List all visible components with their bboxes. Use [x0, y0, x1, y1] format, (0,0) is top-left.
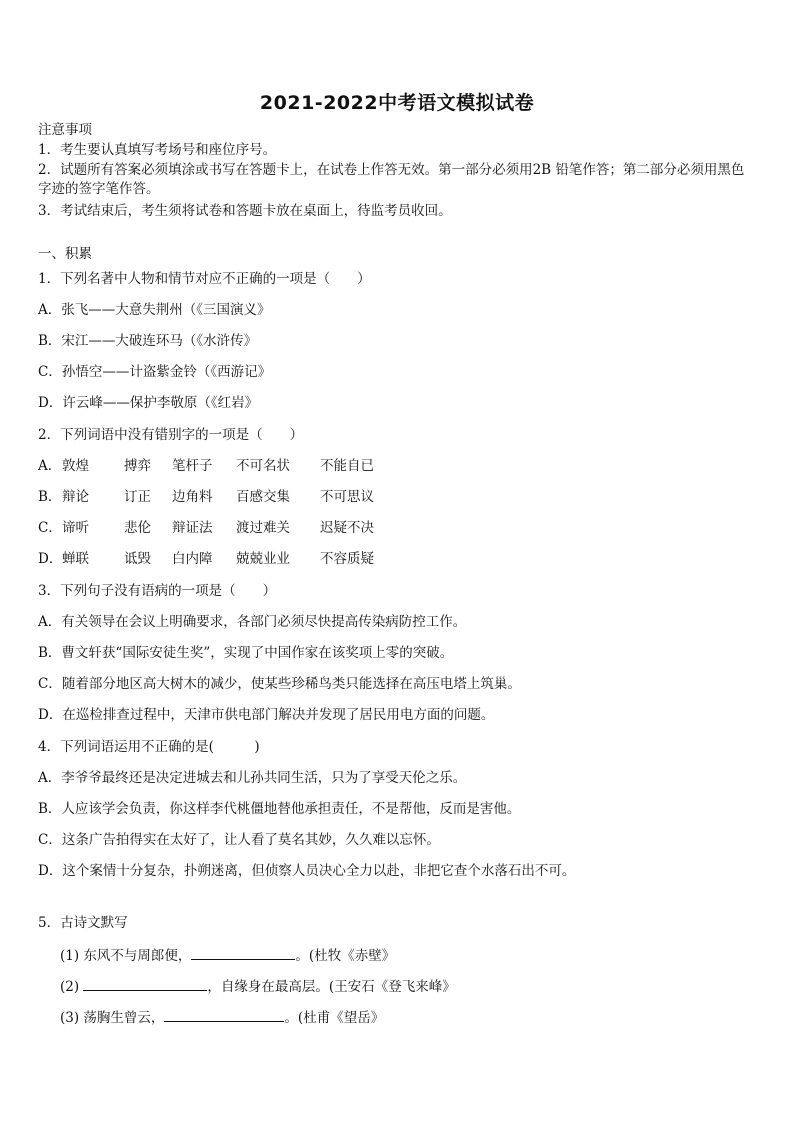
q5-item-number: (1)	[60, 948, 80, 964]
q1-option-a: A．张飞——大意失荆州（《三国演义》	[38, 302, 271, 318]
q2-row-a	[38, 457, 374, 476]
q2-word: 诋毁	[124, 551, 151, 567]
q1-option-b: B．宋江——大破连环马（《水浒传》	[38, 333, 258, 349]
q2-word: 笔杆子	[172, 458, 213, 474]
q2-row-label: B．	[38, 489, 62, 505]
q2-word: 兢兢业业	[236, 551, 290, 567]
q2-row-c	[38, 519, 374, 538]
q2-word: 辩论	[62, 489, 89, 505]
q3-option-a: A．有关领导在会议上明确要求，各部门必须尽快提高传染病防控工作。	[38, 614, 467, 630]
q1-option-c: C．孙悟空——计盗紫金铃（《西游记》	[38, 364, 272, 380]
q5-item-text: 荡胸生曾云，	[83, 1010, 165, 1026]
notice-item-3: 3．考试结束后，考生须将试卷和答题卡放在桌面上，待监考员收回。	[38, 203, 452, 219]
q4-option-c: C．这条广告拍得实在太好了，让人看了莫名其妙，久久难以忘怀。	[38, 832, 440, 848]
q4-option-b: B．人应该学会负责，你这样李代桃僵地替他承担责任，不是帮他，反而是害他。	[38, 801, 521, 817]
q2-word: 辩证法	[172, 520, 213, 536]
q2-word: 迟疑不决	[320, 520, 374, 536]
q5-item-number: (2)	[60, 979, 80, 995]
q2-row-label: C．	[38, 520, 62, 536]
section-heading: 一、积累	[38, 246, 92, 262]
q3-stem: 3．下列句子没有语病的一项是（ ）	[38, 583, 277, 599]
q2-word: 渡过难关	[236, 520, 290, 536]
q3-option-b: B．曹文轩获“国际安徒生奖”，实现了中国作家在该奖项上零的突破。	[38, 645, 454, 661]
q4-option-d: D．这个案情十分复杂，扑朔迷离，但侦察人员决心全力以赴，非把它查个水落石出不可。	[38, 863, 576, 879]
q2-word: 不能自已	[320, 458, 374, 474]
q2-word: 搏弈	[124, 458, 151, 474]
notice-item-2: 2．试题所有答案必须填涂或书写在答题卡上，在试卷上作答无效。第一部分必须用2B 铅笔作答；第二部分必须用黑色字迹的签字笔作答。	[38, 162, 745, 197]
q2-row-label: D．	[38, 551, 63, 567]
notice-heading: 注意事项	[38, 122, 92, 138]
q2-row-d	[38, 550, 374, 569]
q2-word: 订正	[124, 489, 151, 505]
q4-option-a: A．李爷爷最终还是决定进城去和儿孙共同生活，只为了享受天伦之乐。	[38, 770, 467, 786]
answer-blank[interactable]	[164, 1007, 284, 1022]
q2-row-b	[38, 488, 374, 507]
q2-word: 不容质疑	[320, 551, 374, 567]
q5-item-3	[60, 1007, 384, 1028]
q1-option-d: D．许云峰——保护李敬原（《红岩》	[38, 395, 259, 411]
q1-stem: 1．下列名著中人物和情节对应不正确的一项是（ ）	[38, 271, 371, 287]
q2-word: 不可思议	[320, 489, 374, 505]
notice-item-1: 1．考生要认真填写考场号和座位序号。	[38, 142, 277, 158]
q5-item-text: ，自缘身在最高层。(王安石《登飞来峰》	[207, 979, 456, 995]
q2-stem: 2．下列词语中没有错别字的一项是（ ）	[38, 427, 304, 443]
q5-item-1	[60, 945, 395, 966]
q2-word: 谛听	[62, 520, 89, 536]
q2-word: 边角料	[172, 489, 213, 505]
q2-word: 白内障	[172, 551, 213, 567]
q5-item-number: (3)	[60, 1010, 80, 1026]
q4-stem: 4．下列词语运用不正确的是( )	[38, 739, 260, 755]
answer-blank[interactable]	[191, 945, 295, 960]
q2-word: 蝉联	[62, 551, 89, 567]
q2-word: 敦煌	[62, 458, 89, 474]
q5-item-text: 东风不与周郎便，	[83, 948, 192, 964]
q2-word: 不可名状	[236, 458, 290, 474]
page-title: 2021-2022中考语文模拟试卷	[259, 92, 535, 114]
q3-option-c: C．随着部分地区高大树木的减少，使某些珍稀鸟类只能选择在高压电塔上筑巢。	[38, 676, 521, 692]
q3-option-d: D．在巡检排查过程中，天津市供电部门解决并发现了居民用电方面的问题。	[38, 707, 495, 723]
q5-item-text: 。(杜甫《望岳》	[284, 1010, 385, 1026]
q5-item-2	[60, 976, 456, 997]
q2-word: 百感交集	[236, 489, 290, 505]
q5-item-text: 。(杜牧《赤壁》	[295, 948, 396, 964]
q5-stem: 5．古诗文默写	[38, 915, 128, 931]
q2-row-label: A．	[38, 458, 62, 474]
q2-word: 悲伦	[124, 520, 151, 536]
answer-blank[interactable]	[83, 976, 207, 991]
